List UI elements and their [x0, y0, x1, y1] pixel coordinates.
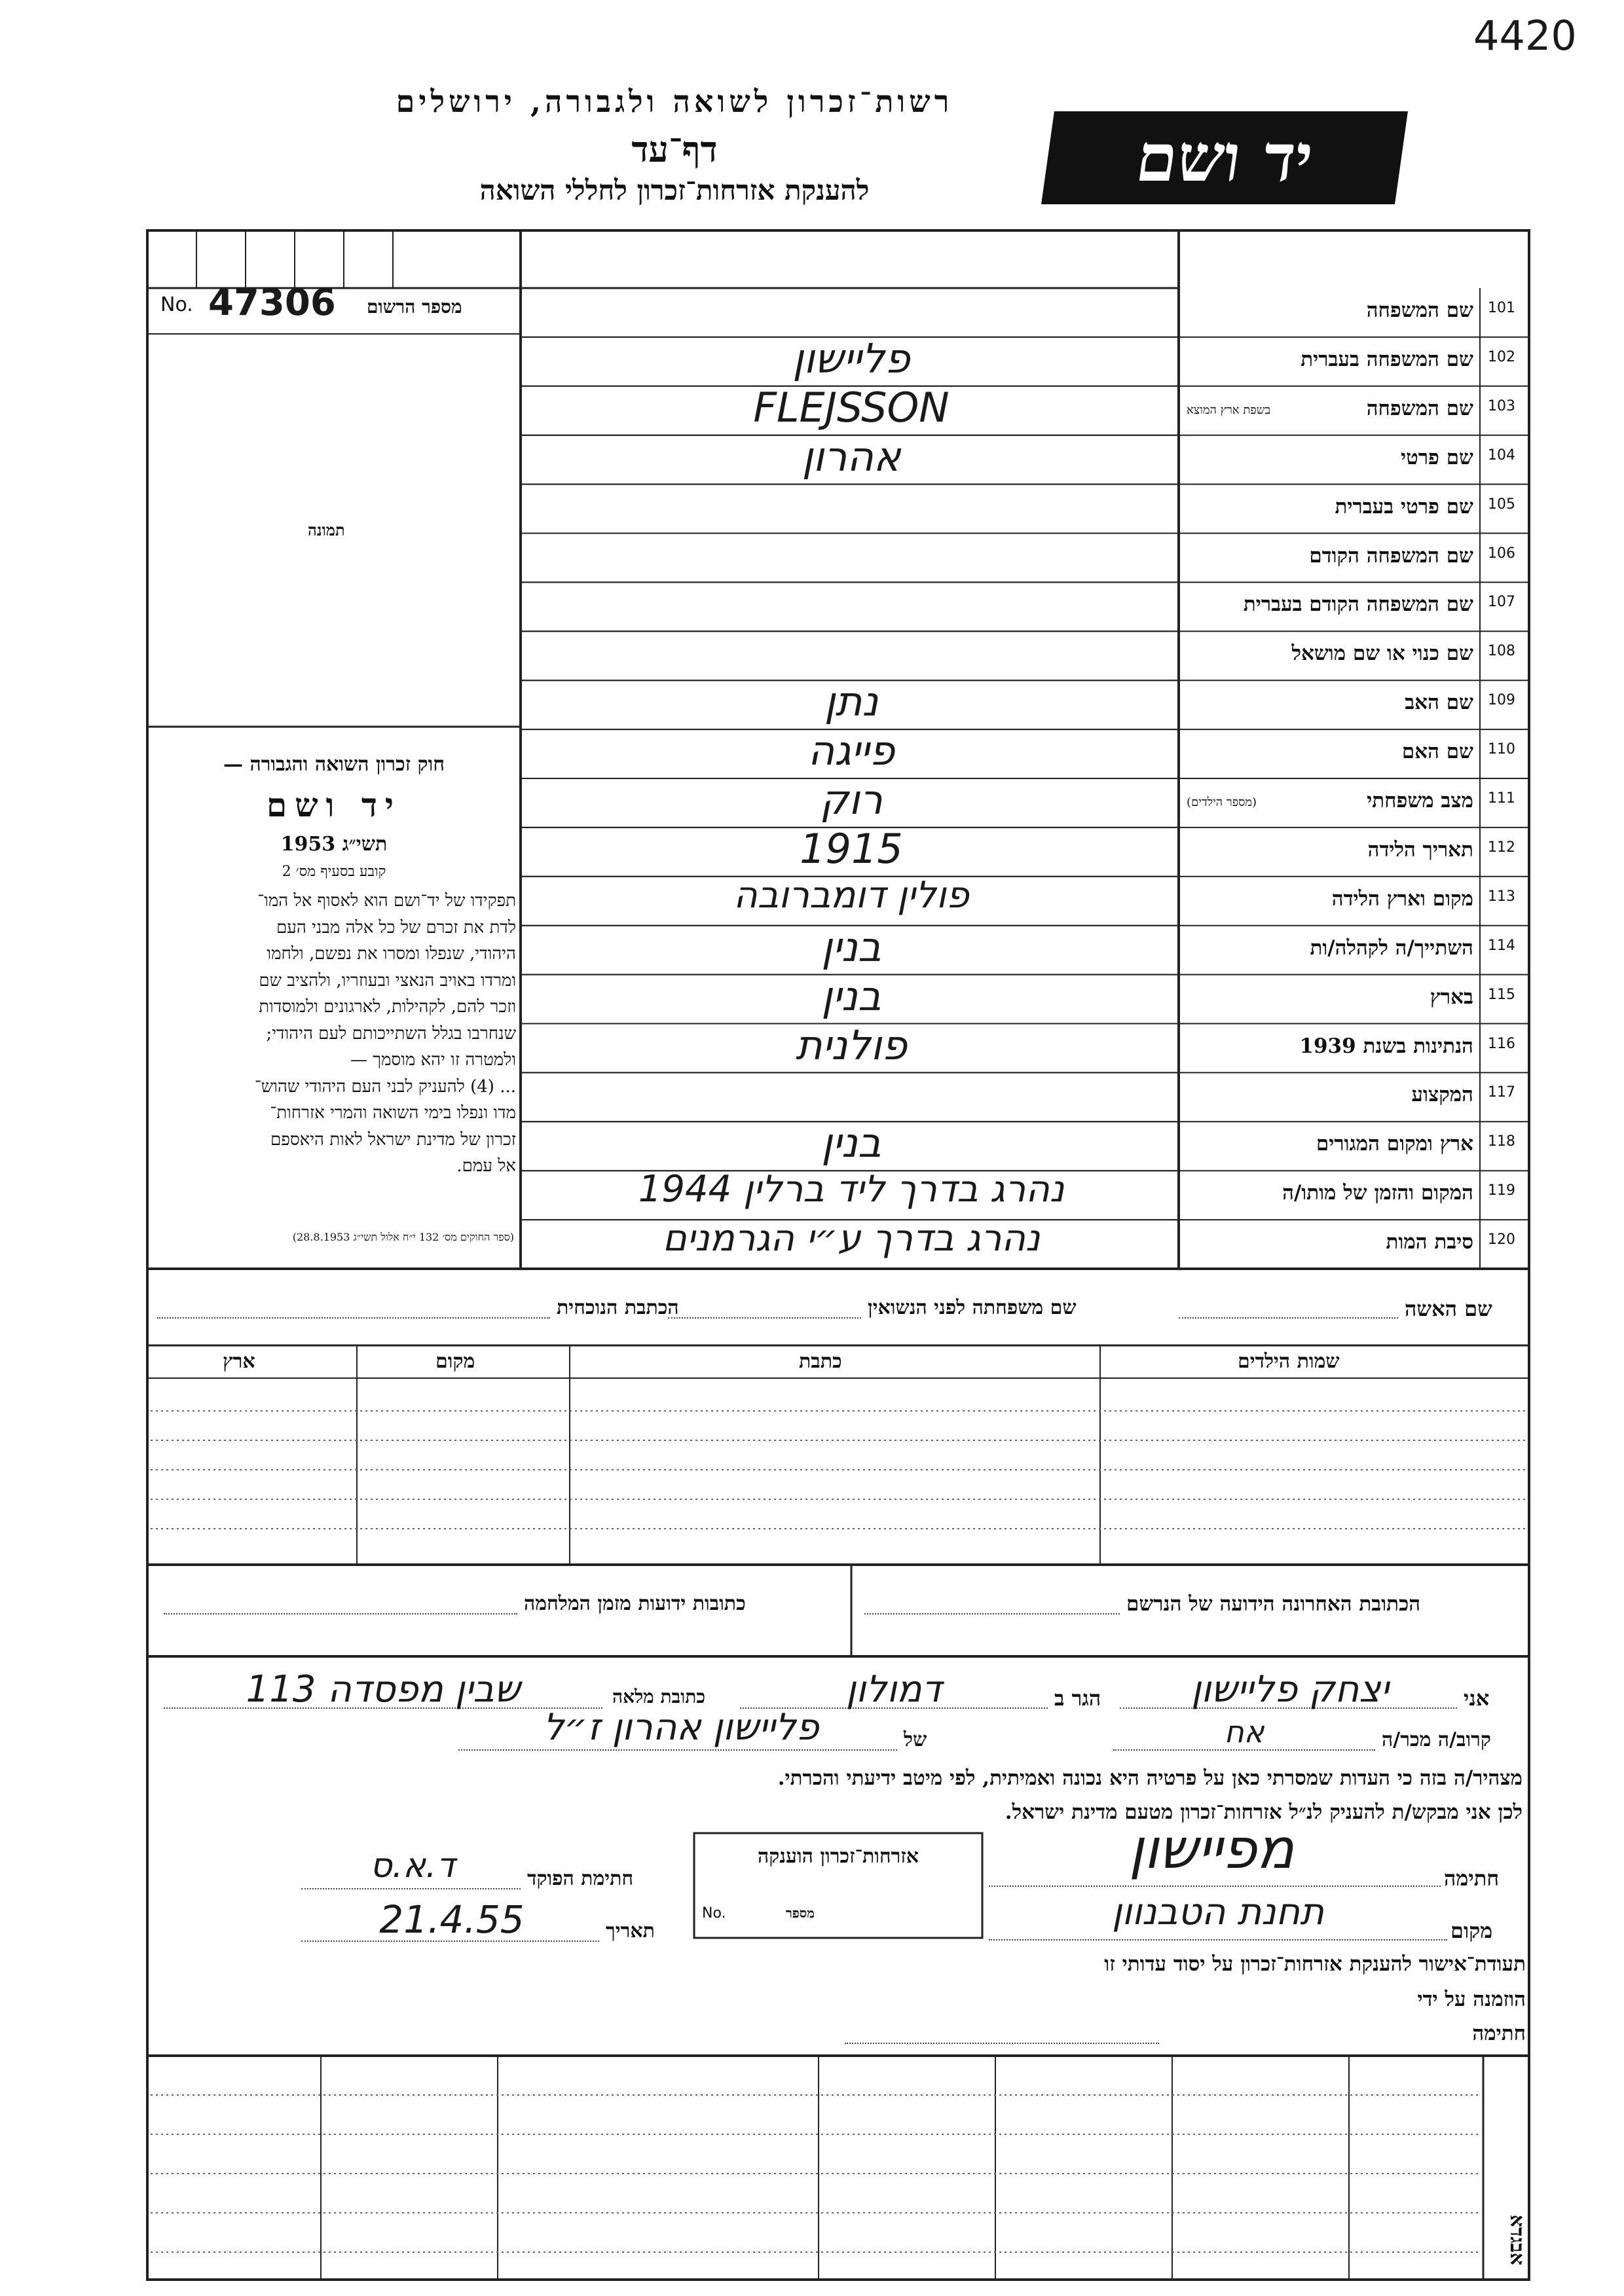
field-value[interactable]: פולין דומברובה: [733, 873, 969, 917]
wife-label: שם האשה: [1405, 1296, 1492, 1321]
full-address-label: כתובת מלאה: [612, 1686, 706, 1707]
field-number: 102: [1488, 348, 1515, 365]
field-value[interactable]: פולנית: [795, 1021, 908, 1069]
field-number: 111: [1488, 790, 1515, 807]
officer-signature-line: [301, 1888, 521, 1889]
current-address-label: הכתבת הנוכחית: [557, 1296, 679, 1319]
registry-label: מספר הרשום: [367, 296, 462, 318]
field-label: שם פרטי בעברית: [1335, 494, 1473, 519]
bottom-code: אבגדא: [1505, 2214, 1528, 2265]
field-label: מקום וארץ הלידה: [1331, 886, 1473, 911]
field-label: שם המשפחה: [1366, 299, 1473, 322]
field-value[interactable]: נתן: [824, 678, 879, 726]
declarant-name[interactable]: יצחק פליישון: [1191, 1668, 1389, 1711]
certificate-text: תעודת־אישור להענקת אזרחות־זכרון על יסוד עדותי זו: [1104, 1952, 1526, 1976]
stamp-number-label: מספר: [786, 1905, 815, 1921]
field-value[interactable]: בנין: [821, 972, 881, 1020]
declarant-signature[interactable]: מפיישון: [1128, 1817, 1295, 1881]
law-text-line: ומרדו באויב הנאצי ובעוזריו, ולהציב שם: [259, 970, 516, 991]
header-title: דף־עד: [631, 128, 718, 170]
place-line: [989, 1939, 1447, 1941]
last-address-label: הכתובת האחרונה הידועה של הנרשם: [1126, 1592, 1421, 1616]
field-label: תאריך הלידה: [1367, 837, 1473, 862]
field-value[interactable]: פליישון: [792, 334, 910, 382]
field-number: 105: [1488, 496, 1515, 513]
field-label: מצב משפחתי: [1367, 789, 1473, 812]
registry-prefix: No.: [160, 293, 193, 316]
field-number: 119: [1488, 1182, 1515, 1199]
stamp-no: No.: [702, 1905, 726, 1922]
children-country-header: ארץ: [223, 1350, 255, 1373]
field-number: 109: [1488, 692, 1515, 709]
field-label: הנתינות בשנת 1939: [1299, 1034, 1473, 1058]
field-label: שם המשפחה: [1366, 396, 1473, 420]
law-text-line: ולמטרה זו יהא מוסמך —: [350, 1050, 516, 1070]
field-value[interactable]: נהרג בדרך ע״י הגרמנים: [662, 1217, 1041, 1260]
law-text: [156, 888, 516, 1180]
law-text-line: אל עמם.: [456, 1156, 516, 1176]
field-number: 104: [1488, 446, 1515, 464]
date-label: תאריך: [606, 1920, 655, 1942]
law-text-line: מדו ונפלו בימי השואה והמרי אזרחות־: [270, 1103, 516, 1123]
field-number: 107: [1488, 594, 1515, 611]
law-text-line: לדת את זכרם של כל אלה מבני העם: [276, 917, 516, 938]
field-number: 110: [1488, 741, 1515, 758]
wife-field[interactable]: [1179, 1317, 1398, 1319]
field-value[interactable]: בנין: [821, 922, 881, 971]
law-text-line: תפקידו של יד־ושם הוא לאסוף אל המו־: [257, 891, 516, 911]
field-label: המקום והזמן של מותו/ה: [1282, 1181, 1473, 1205]
field-value[interactable]: רוק: [820, 776, 883, 824]
children-names-header: שמות הילדים: [1238, 1350, 1340, 1373]
field-value[interactable]: אהרון: [802, 432, 901, 481]
declarant-place[interactable]: תחנת הטבנוון: [1112, 1891, 1324, 1933]
field-number: 118: [1488, 1133, 1515, 1150]
law-year: תשי״ג 1953: [280, 833, 388, 856]
law-text-line: שנחרבו בגלל השתייכותם לעם היהודי;: [266, 1023, 516, 1044]
declarant-city[interactable]: דמולון: [845, 1668, 942, 1711]
field-label: השתייך/ה לקהלה/ות: [1310, 936, 1473, 960]
place-label: מקום: [1450, 1918, 1493, 1943]
header-authority: רשות־זכרון לשואה ולגבורה, ירושלים: [396, 84, 953, 119]
field-sublabel: (מספר הילדים): [1187, 795, 1257, 809]
field-label: בארץ: [1430, 985, 1473, 1009]
declarant-address[interactable]: שבין מפסדה 113: [246, 1668, 521, 1711]
field-sublabel: בשפת ארץ המוצא: [1187, 403, 1271, 417]
relation-line: [1113, 1749, 1375, 1751]
field-label: המקצוע: [1411, 1083, 1473, 1107]
children-place-header: מקום: [435, 1350, 475, 1373]
field-number: 115: [1488, 986, 1515, 1003]
statement-line-1: מצהיר/ה בזה כי העדות שמסרתי כאן על פרטיה היא נכונה ואמיתית, לפי מיטב ידיעתי והכרתי.: [777, 1766, 1522, 1790]
lives-in-label: הגר ב: [1054, 1686, 1101, 1711]
law-subtitle: קובע בסעיף מס׳ 2: [282, 864, 386, 880]
officer-date[interactable]: 21.4.55: [379, 1897, 525, 1942]
photo-label: תמונה: [308, 520, 345, 539]
law-name: יד ושם: [267, 786, 401, 824]
signature-label: חתימה: [1444, 1866, 1500, 1891]
field-value[interactable]: FLEJSSON: [753, 383, 950, 431]
field-label: שם פרטי: [1400, 445, 1473, 469]
field-number: 106: [1488, 545, 1515, 562]
law-text-line: ... (4) להעניק לבני העם היהודי שהוש־: [254, 1076, 516, 1097]
maiden-name-label: שם משפחתה לפני הנשואין: [868, 1296, 1077, 1319]
declarant-of-name[interactable]: פליישון אהרון ז״ל: [543, 1706, 819, 1749]
field-label: שם המשפחה הקודם: [1309, 543, 1473, 568]
wartime-address-label: כתובות ידועות מזמן המלחמה: [524, 1592, 746, 1615]
field-value[interactable]: נהרג בדרך ליד ברלין 1944: [638, 1168, 1065, 1211]
field-label: שם המשפחה הקודם בעברית: [1243, 592, 1473, 617]
field-number: 113: [1488, 888, 1515, 905]
law-footnote: (ספר החוקים מס׳ 132 י״ח אלול תשי״ג 28.8.1953): [292, 1231, 514, 1243]
signature-line: [989, 1886, 1441, 1887]
officer-signature[interactable]: ד.א.ס: [370, 1846, 455, 1886]
field-label: שם האם: [1401, 740, 1473, 764]
field-number: 103: [1488, 397, 1515, 414]
of-label: של: [904, 1728, 927, 1751]
field-label: ארץ ומקום המגורים: [1316, 1132, 1473, 1156]
law-title: חוק זכרון השואה והגבורה —: [223, 753, 445, 776]
second-signature-label: חתימה: [1472, 2022, 1526, 2045]
header-subtitle: להענקת אזרחות־זכרון לחללי השואה: [479, 174, 870, 206]
field-label: סיבת המות: [1386, 1230, 1473, 1254]
maiden-name-field[interactable]: [668, 1317, 861, 1319]
law-text-line: זכרון של מדינת ישראל לאות היאספם: [270, 1129, 516, 1150]
field-number: 112: [1488, 839, 1515, 856]
law-text-line: וזכר להם, לקהילות, לארגונים ולמוסדות: [259, 997, 516, 1017]
officer-signature-label: חתימת הפוקד: [527, 1867, 634, 1890]
field-number: 120: [1488, 1231, 1515, 1248]
field-label: שם האב: [1405, 691, 1473, 715]
stamp-title: אזרחות־זכרון הוענקה: [757, 1845, 919, 1868]
relation-label: קרוב/ה מכר/ה: [1382, 1728, 1491, 1751]
field-number: 101: [1488, 300, 1515, 316]
wartime-address-field[interactable]: [164, 1613, 517, 1614]
document-number: 4420: [1473, 12, 1577, 60]
yad-vashem-logo: יד ושם: [1041, 111, 1408, 204]
field-number: 108: [1488, 643, 1515, 660]
field-number: 114: [1488, 937, 1515, 954]
field-value[interactable]: פייגה: [807, 727, 895, 775]
second-signature-field[interactable]: [845, 2043, 1159, 2044]
field-label: שם כנוי או שם מושאל: [1291, 642, 1473, 666]
current-address-field[interactable]: [157, 1317, 550, 1319]
last-address-field[interactable]: [864, 1613, 1120, 1614]
field-number: 116: [1488, 1035, 1515, 1052]
field-value[interactable]: 1915: [800, 824, 903, 873]
registry-number: 47306: [208, 282, 336, 324]
declarant-relation[interactable]: אח: [1224, 1714, 1264, 1749]
children-address-header: כתבת: [799, 1350, 842, 1373]
statement-line-2: לכן אני מבקש/ת להעניק לנ״ל אזרחות־זכרון מטעם מדינת ישראל.: [1005, 1800, 1522, 1824]
field-value[interactable]: בנין: [821, 1119, 881, 1167]
invited-by-label: הוזמנה על ידי: [1417, 1988, 1526, 2011]
field-number: 117: [1488, 1084, 1515, 1101]
field-label: שם המשפחה בעברית: [1301, 347, 1473, 371]
law-text-line: היהודי, שנפלו ומסרו את נפשם, ולחמו: [267, 944, 516, 964]
declarant-i-label: אני: [1464, 1686, 1490, 1711]
of-line: [458, 1749, 897, 1751]
